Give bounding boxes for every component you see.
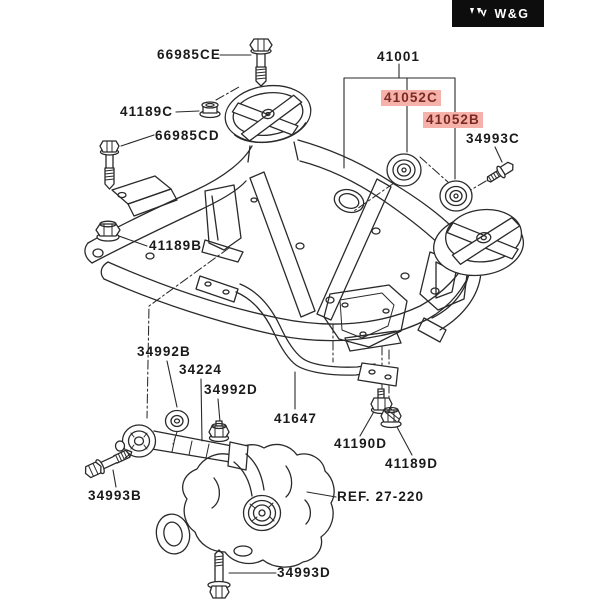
bolt-34993c-drawing <box>484 159 516 186</box>
part-label-34993D: 34993D <box>277 565 331 580</box>
body-mount-rear-drawing <box>430 206 526 280</box>
part-label-41189B: 41189B <box>149 238 203 253</box>
part-label-34993C: 34993C <box>466 131 520 146</box>
part-label-41189C: 41189C <box>120 104 174 119</box>
part-label-34992B: 34992B <box>137 344 191 359</box>
nut-41189d-drawing <box>381 408 401 428</box>
part-label-41001: 41001 <box>377 49 421 64</box>
brand-text: W&G <box>494 6 530 21</box>
part-label-34224: 34224 <box>179 362 223 377</box>
part-label-66985CE: 66985CE <box>157 47 221 62</box>
bushing-41052c-drawing <box>387 154 421 186</box>
part-label-34993B: 34993B <box>88 488 142 503</box>
bushing-34992b-drawing <box>166 411 189 432</box>
stabilizer-bar-drawing <box>196 276 398 386</box>
triple-chevron-logo-icon <box>466 8 488 20</box>
part-label-66985CD: 66985CD <box>155 128 220 143</box>
bushing-41052b-drawing <box>440 181 472 211</box>
nut-41189c-drawing <box>200 102 220 118</box>
bolt-66985ce-drawing <box>250 39 272 86</box>
part-label-41052C: 41052C <box>381 90 441 106</box>
bolt-34993b-drawing <box>82 445 135 480</box>
bolt-34993d-drawing <box>208 550 230 598</box>
part-label-41052B: 41052B <box>423 112 483 128</box>
part-label-41647: 41647 <box>274 411 318 426</box>
part-label-41190D: 41190D <box>334 436 388 451</box>
watermark-badge <box>452 0 544 27</box>
body-mount-front-drawing <box>222 80 315 147</box>
part-label-34992D: 34992D <box>204 382 258 397</box>
bolt-66985cd-drawing <box>100 141 119 189</box>
part-label-41189D: 41189D <box>385 456 439 471</box>
part-label-REF27220: REF. 27-220 <box>337 489 425 504</box>
nut-34992d-drawing <box>209 421 229 442</box>
nut-41189b-drawing <box>96 221 120 241</box>
